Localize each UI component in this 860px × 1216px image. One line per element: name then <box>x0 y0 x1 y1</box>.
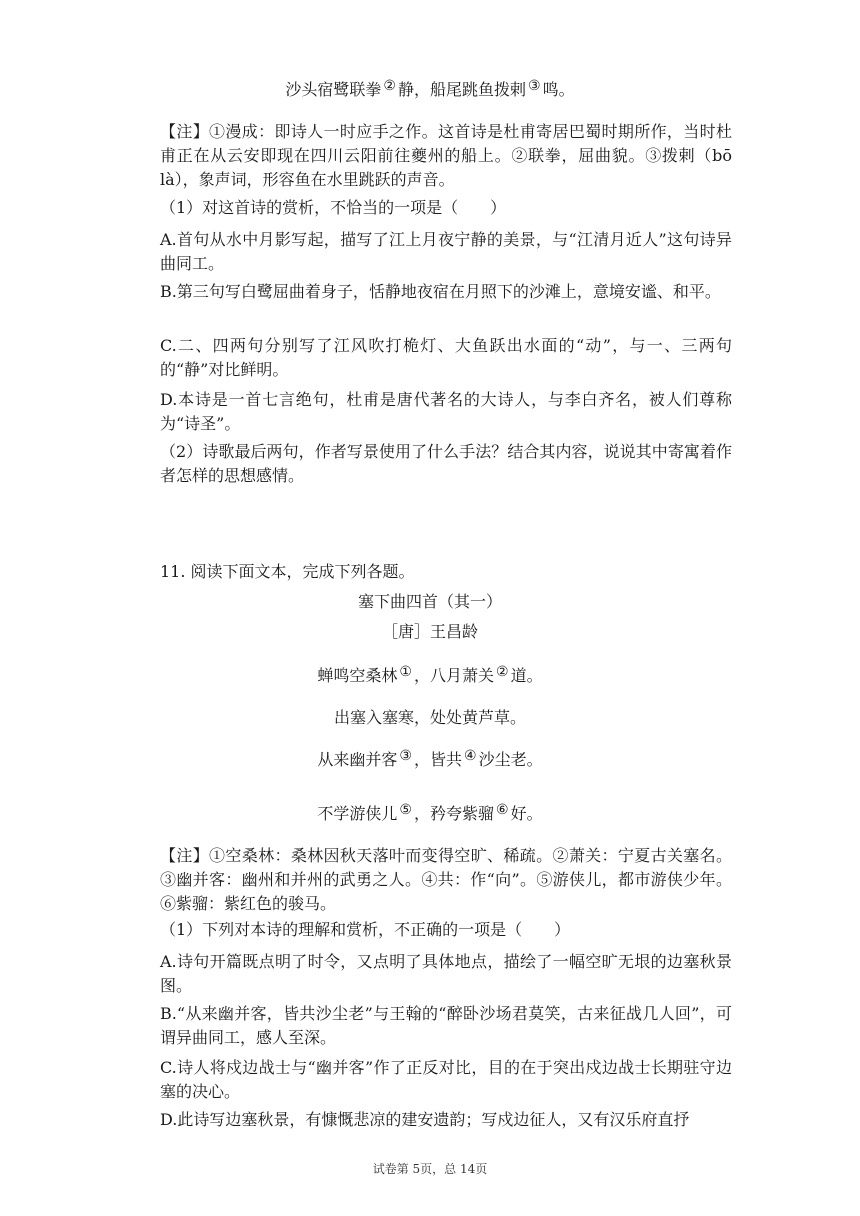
poem-text: 静，船尾跳鱼拨剌 <box>397 80 526 99</box>
poem-text: 沙头宿鹭联拳 <box>285 80 382 99</box>
footnote-mark: ③ <box>399 748 412 764</box>
question-11-intro: 11. 阅读下面文本，完成下列各题。 <box>160 562 415 581</box>
poem-line-4 <box>0 802 860 827</box>
poem-last-line <box>0 78 860 103</box>
option-b: B.第三句写白鹭屈曲着身子，恬静地夜宿在月照下的沙滩上，意境安谧、和平。 <box>160 282 721 301</box>
question-11-1-stem: （1）下列对本诗的理解和赏析，不正确的一项是（ ） <box>160 920 571 939</box>
option-c-11: C.诗人将戍边战士与“幽并客”作了正反对比，目的在于突出戍边战士长期驻守边塞的决心。 <box>160 1058 732 1101</box>
poem-text: 好。 <box>510 804 543 823</box>
question-2-stem: （2）诗歌最后两句，作者写景使用了什么手法？结合其内容，说说其中寄寓着作者怎样的思想感情。 <box>160 442 732 485</box>
poem-author: ［唐］王昌龄 <box>381 622 478 641</box>
poem-text: 不学游侠儿 <box>317 804 398 823</box>
poem-line-1 <box>0 664 860 689</box>
poem-text: 道。 <box>510 666 543 685</box>
footnote-mark: ④ <box>464 748 477 764</box>
poem-text: ，矜夸紫骝 <box>413 804 494 823</box>
footnote-mark: ② <box>496 664 509 680</box>
poem-text: ，八月萧关 <box>413 666 494 685</box>
poem-text: 鸣。 <box>542 80 575 99</box>
footnote-mark: ① <box>399 664 412 680</box>
option-d-11: D.此诗写边塞秋景，有慷慨悲凉的建安遗韵；写戍边征人，又有汉乐府直抒 <box>160 1110 690 1129</box>
option-a-11: A.诗句开篇既点明了时令，又点明了具体地点，描绘了一幅空旷无垠的边塞秋景图。 <box>160 952 732 995</box>
footnote-mark: ② <box>383 78 396 94</box>
poem-text: 从来幽并客 <box>317 750 398 769</box>
poem-line-3 <box>0 748 860 773</box>
option-d: D.本诗是一首七言绝句，杜甫是唐代著名的大诗人，与李白齐名，被人们尊称为“诗圣”。 <box>160 390 732 433</box>
footnote-mark: ③ <box>528 78 541 94</box>
footnote-mark: ⑥ <box>496 802 509 818</box>
question-1-stem: （1）对这首诗的赏析，不恰当的一项是（ ） <box>160 198 507 217</box>
option-c: C.二、四两句分别写了江风吹打桅灯、大鱼跃出水面的“动”，与一、三两句的“静”对比鲜明。 <box>160 336 732 379</box>
footnote-mark: ⑤ <box>399 802 412 818</box>
option-b-11: B.“从来幽并客，皆共沙尘老”与王翰的“醉卧沙场君莫笑，古来征战几人回”，可谓异曲同工，感人至深。 <box>160 1004 732 1047</box>
poem-text: 沙尘老。 <box>478 750 543 769</box>
poem-title: 塞下曲四首（其一） <box>357 592 502 611</box>
poem-line-2: 出塞入塞寒，处处黄芦草。 <box>333 708 526 727</box>
poem-notes: 【注】①漫成：即诗人一时应手之作。这首诗是杜甫寄居巴蜀时期所作，当时杜甫正在从云安即现在四川云阳前往夔州的船上。②联拳，屈曲貌。③拨剌（bō là），象声词，形容鱼在水里跳跃的声音。 <box>160 122 732 189</box>
poem-text: ，皆共 <box>413 750 462 769</box>
poem-notes-2: 【注】①空桑林：桑林因秋天落叶而变得空旷、稀疏。②萧关：宁夏古关塞名。③幽并客：幽州和并州的武勇之人。④共：作“向”。⑤游侠儿，都市游侠少年。⑥紫骝：紫红色的骏马。 <box>160 846 732 913</box>
poem-text: 蝉鸣空桑林 <box>317 666 398 685</box>
page-footer: 试卷第 5页，总 14页 <box>372 1162 488 1176</box>
option-a: A.首句从水中月影写起，描写了江上月夜宁静的美景，与“江清月近人”这句诗异曲同工。 <box>160 230 732 273</box>
